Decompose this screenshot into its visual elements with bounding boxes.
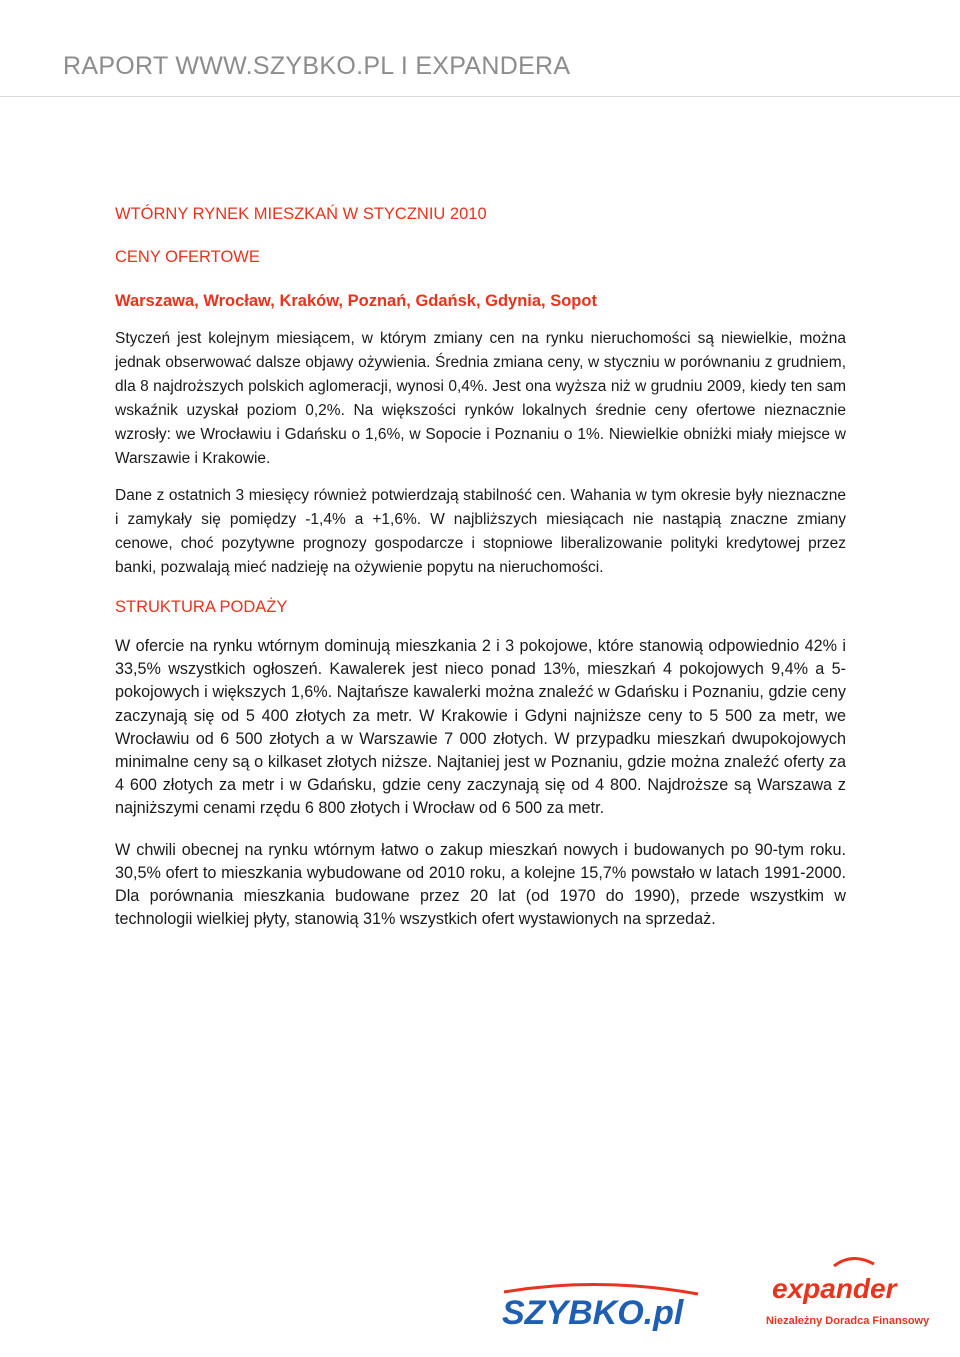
expander-logo-text: expander [772,1273,897,1304]
paragraph-stability: Dane z ostatnich 3 miesięcy również potwierdzają stabilność cen. Wahania w tym okresie były nieznaczne i zamykały się pomiędzy -1,4% a +1,6%. W najbliższych miesiącach nie nastąpią znaczne zmiany cenowe, choć pozytywne prognozy gospodarcze i stopniowe liberalizowanie polityki kredytowej przez banki, pozwalają mieć nadzieję na ożywienie popytu na nieruchomości. [115,487,846,576]
section-heading-supply: STRUKTURA PODAŻY [115,598,288,616]
expander-tagline: Niezależny Doradca Finansowy [766,1315,930,1327]
paragraph-building-age: W chwili obecnej na rynku wtórnym łatwo o zakup mieszkań nowych i budowanych po 90-tym roku. 30,5% ofert to mieszkania wybudowane od 2010 roku, a kolejne 15,7% powstało w latach 1991-2000. Dla porównania mieszkania budowane przez 20 lat (od 1970 do 1990), przede wszystkim w technologii wielkiej płyty, stanowią 31% wszystkich ofert wystawionych na sprzedaż. [115,840,846,929]
paragraph-offer-structure: W ofercie na rynku wtórnym dominują mieszkania 2 i 3 pokojowe, które stanowią odpowiednio 42% i 33,5% wszystkich ogłoszeń. Kawalerek jest nieco ponad 13%, mieszkań 4 pokojowych 9,4% a 5-pokojowych i większych 1,6%. Najtańsze kawalerki można znaleźć w Gdańsku i Poznaniu, gdzie ceny zaczynają się od 5 400 złotych za metr. W Krakowie i Gdyni najniższe ceny to 5 500 za metr, we Wrocławiu od 6 500 złotych a w Warszawie 7 000 złotych. W przypadku mieszkań dwupokojowych minimalne ceny są o kilkaset złotych niższe. Najtaniej jest w Poznaniu, gdzie można znaleźć oferty za 4 600 złotych za metr i w Gdańsku, gdzie ceny zaczynają się od 4 800. Najdroższe są Warszawa z najniższymi cenami rzędu 6 800 złotych i Wrocław od 6 500 za metr. [115,637,846,818]
cities-heading: Warszawa, Wrocław, Kraków, Poznań, Gdańsk, Gdynia, Sopot [115,292,597,310]
section-heading-prices: CENY OFERTOWE [115,248,260,266]
page-header [0,0,960,97]
paragraph-intro: Styczeń jest kolejnym miesiącem, w którym zmiany cen na rynku nieruchomości są niewielkie, można jednak obserwować dalsze objawy ożywienia. Średnia zmiana ceny, w styczniu w porównaniu z grudniem, dla 8 najdroższych polskich aglomeracji, wynosi 0,4%. Jest ona wyższa niż w grudniu 2009, kiedy ten sam wskaźnik uzyskał poziom 0,2%. Na większości rynków lokalnych średnie ceny ofertowe nieznacznie wzrosły: we Wrocławiu i Gdańsku o 1,6%, w Sopocie i Poznaniu o 1%. Niewielkie obniżki miały miejsce w Warszawie i Krakowie. [115,330,846,467]
main-heading: WTÓRNY RYNEK MIESZKAŃ W STYCZNIU 2010 [115,205,487,223]
report-title: RAPORT WWW.SZYBKO.PL I EXPANDERA [63,52,571,80]
szybko-logo [498,1282,713,1332]
article-body [115,205,846,931]
footer-logos [0,1240,960,1350]
expander-logo [762,1254,942,1334]
szybko-logo-text: SZYBKO.pl [502,1294,684,1332]
